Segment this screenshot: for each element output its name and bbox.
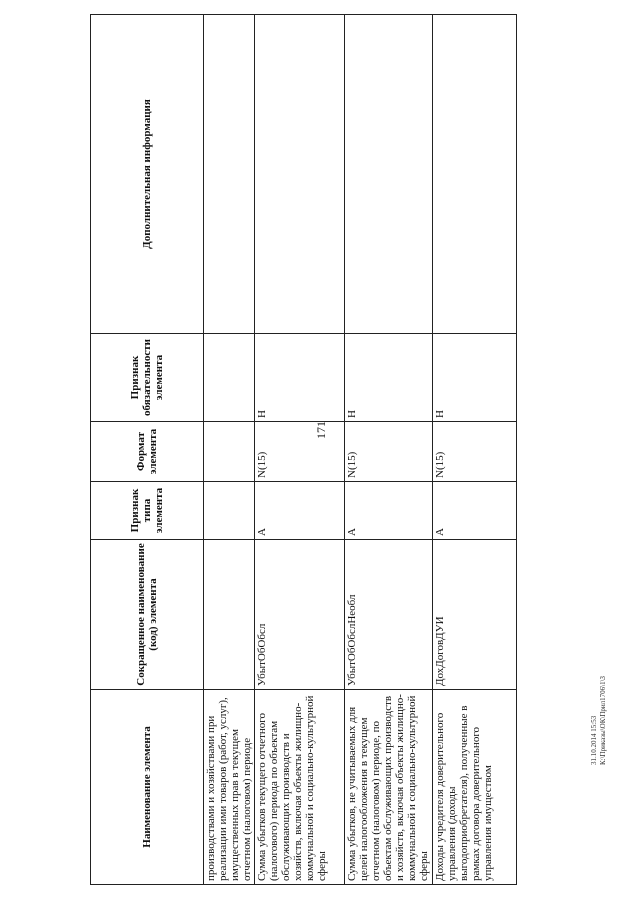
cell-type: А — [255, 482, 345, 540]
cell-name: Доходы учредителя доверительного управления (доходы выгодоприобретателя), полученные в рамках договора доверительного управления имуществом — [433, 690, 517, 885]
cell-info — [345, 15, 433, 334]
cell-required: Н — [433, 334, 517, 422]
header-additional-info: Дополнительная информация — [91, 15, 204, 334]
cell-type: А — [433, 482, 517, 540]
cell-code: ДохДоговДУИ — [433, 540, 517, 690]
cell-required — [204, 334, 255, 422]
cell-code — [204, 540, 255, 690]
table-header-row — [91, 15, 204, 885]
header-element-name: Наименование элемента — [91, 690, 204, 885]
table-row — [255, 15, 345, 885]
cell-format: N(15) — [433, 422, 517, 482]
cell-info — [433, 15, 517, 334]
elements-table — [90, 14, 517, 885]
cell-required: Н — [345, 334, 433, 422]
cell-code: УбытОбОбсл — [255, 540, 345, 690]
cell-type — [204, 482, 255, 540]
cell-name: Сумма убытков текущего отчетного (налогового) периода по объектам обслуживающих производств и хозяйств, включая объекты жилищно-коммунальной и социально-культурной сферы — [255, 690, 345, 885]
cell-format — [204, 422, 255, 482]
cell-format: N(15) — [345, 422, 433, 482]
cell-name: производствами и хозяйствами при реализации ими товаров (работ, услуг), имущественных прав в текущем отчетном (налоговом) периоде — [204, 690, 255, 885]
table-row — [204, 15, 255, 885]
cell-format: N(15) — [255, 422, 345, 482]
cell-required: Н — [255, 334, 345, 422]
header-element-code: Сокращенное наименование (код) элемента — [91, 540, 204, 690]
header-element-required: Признак обязательности элемента — [91, 334, 204, 422]
page-number: 171 — [314, 421, 328, 439]
cell-type: А — [345, 482, 433, 540]
cell-info — [204, 15, 255, 334]
cell-info — [255, 15, 345, 334]
rotated-table-container — [90, 15, 513, 885]
footer-file-path: К:\Приказы\ОК\Прил1706\1\З — [599, 675, 607, 765]
cell-name: Сумма убытков, не учитываемых для целей налогообложения в текущем отчетном (налоговом) периоде, по объектам обслуживающих производств и хозяйств, включая объекты жилищно-коммунальной и социально-культурной сферы — [345, 690, 433, 885]
header-element-type: Признак типа элемента — [91, 482, 204, 540]
table-row — [345, 15, 433, 885]
footer-timestamp: 31.10.2014 15:53 — [590, 715, 598, 765]
header-element-format: Формат элемента — [91, 422, 204, 482]
document-footer — [590, 655, 620, 765]
table-row — [433, 15, 517, 885]
cell-code: УбытОбОбслНеобл — [345, 540, 433, 690]
